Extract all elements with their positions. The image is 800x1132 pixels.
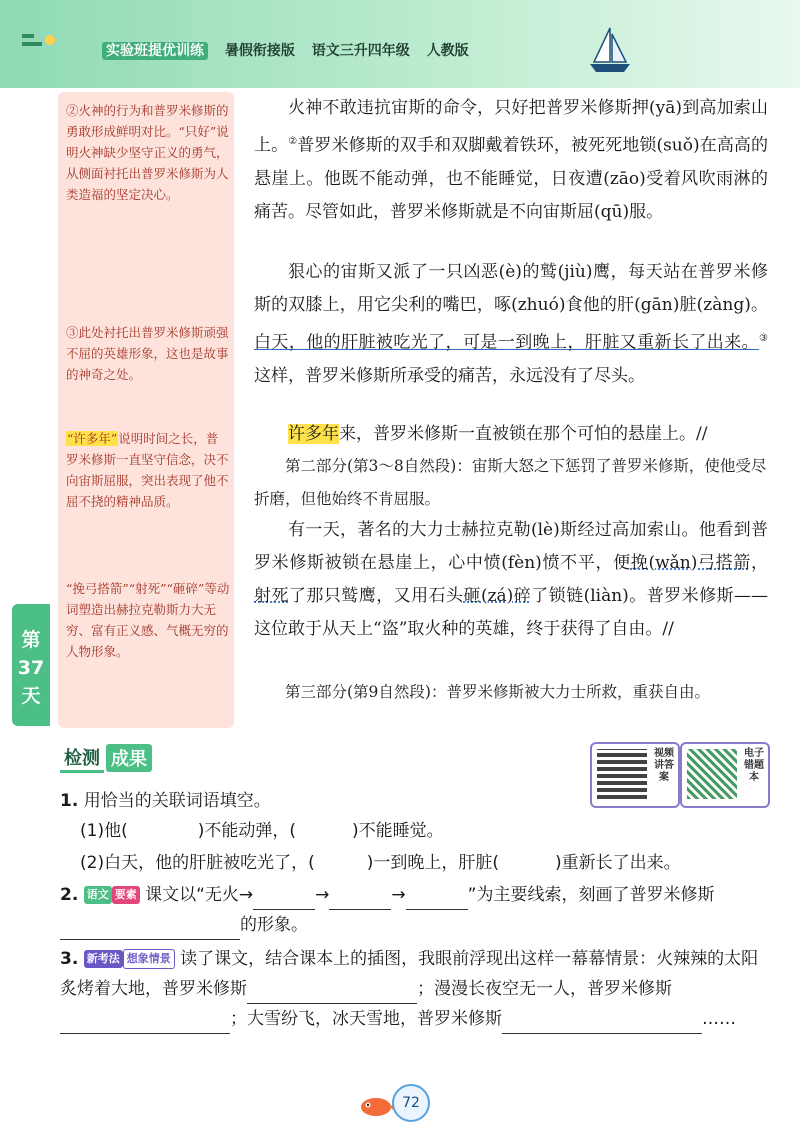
day-tab xyxy=(12,604,50,726)
question-1-1 xyxy=(80,816,780,846)
results-title-b: 成果 xyxy=(106,744,152,772)
side-note-highlight: “许多年” xyxy=(67,431,118,446)
answer-blank[interactable] xyxy=(406,889,468,910)
question-text: …… xyxy=(702,1009,736,1029)
badge-chinese: 语文 xyxy=(84,886,112,904)
badge-elements: 要素 xyxy=(112,886,140,904)
answer-blank[interactable] xyxy=(502,1013,702,1034)
arrow-icon: → xyxy=(315,885,330,905)
question-number: 3. xyxy=(60,949,79,969)
question-text: 用恰当的关联词语填空。 xyxy=(83,791,271,811)
sailboat-icon xyxy=(584,24,636,76)
page-header xyxy=(0,0,800,88)
side-note-4: “挽弓搭箭”“射死”“砸碎”等动词塑造出赫拉克勒斯力大无穷、富有正义感、气概无穷的人物形象。 xyxy=(66,581,230,659)
question-text: (1)他( xyxy=(80,821,128,841)
question-3 xyxy=(60,944,760,1034)
marked-verb: 挽(wǎn)弓搭箭 xyxy=(630,553,751,573)
highlighted-phrase: 许多年 xyxy=(288,424,339,444)
question-text: ；漫漫长夜空无一人，普罗米修斯 xyxy=(417,979,672,999)
page-number: 72 xyxy=(392,1084,430,1122)
passage-paragraph-3 xyxy=(254,418,768,451)
annotation-marker: ② xyxy=(288,136,298,147)
question-text: 的形象。 xyxy=(240,915,308,935)
question-1 xyxy=(60,786,760,816)
question-text: )不能睡觉。 xyxy=(351,821,444,841)
marked-verb: 射死 xyxy=(254,586,289,606)
grade-label: 语文三升四年级 xyxy=(311,43,410,59)
section-summary-3: 第三部分(第9自然段)：普罗米修斯被大力士所救，重获自由。 xyxy=(285,683,710,701)
side-note-3 xyxy=(66,428,230,512)
question-text: )重新长了出来。 xyxy=(554,853,681,873)
answer-blank[interactable] xyxy=(499,858,555,878)
question-text: 读了课文，结合课本上的插图，我眼前浮现出这样一幕幕情景：火辣辣的太阳炙烤着大地，普罗米修斯 xyxy=(60,949,759,999)
answer-blank[interactable] xyxy=(253,889,315,910)
passage-text: 了那只鹫鹰，又用石头 xyxy=(288,586,464,606)
question-text: )不能动弹，( xyxy=(197,821,296,841)
header-title xyxy=(102,40,481,60)
passage-text: ， xyxy=(750,553,768,573)
results-title-a: 检测 xyxy=(60,744,104,773)
results-section-title xyxy=(60,744,152,772)
side-note-2: ③此处衬托出普罗米修斯顽强不屈的英雄形象，这也是故事的神奇之处。 xyxy=(66,325,229,382)
edition-label: 暑假衔接版 xyxy=(224,43,295,59)
series-logo-icon xyxy=(22,30,102,60)
underlined-sentence: 白天，他的肝脏被吃光了，可是一到晚上，肝脏又重新长了出来。 xyxy=(254,332,760,353)
badge-imagine-scene: 想象情景 xyxy=(123,949,175,969)
qr-label: 电子错题本 xyxy=(744,748,764,783)
arrow-icon: → xyxy=(391,885,406,905)
answer-blank[interactable] xyxy=(128,826,198,846)
question-text: ；大雪纷飞，冰天雪地，普罗米修斯 xyxy=(230,1009,502,1029)
day-tab-number: 37 xyxy=(17,657,45,679)
passage-text: 这样，普罗米修斯所承受的痛苦，永远没有了尽头。 xyxy=(254,365,645,386)
passage-text: 了锁链(liàn)。普罗米修斯——这位敢于从天上“盗”取火种的英雄，终于获得了自由。// xyxy=(254,586,769,639)
day-tab-line3: 天 xyxy=(21,685,41,707)
answer-blank[interactable] xyxy=(60,1013,230,1034)
answer-blank[interactable] xyxy=(296,826,352,846)
question-1-2 xyxy=(80,848,780,878)
passage-text: 来，普罗米修斯一直被锁在那个可怕的悬崖上。// xyxy=(339,424,708,444)
question-number: 1. xyxy=(60,791,79,811)
question-text: (2)白天，他的肝脏被吃光了，( xyxy=(80,853,315,873)
passage-text: 狠心的宙斯又派了一只凶恶(è)的鹫(jiù)鹰，每天站在普罗米修斯的双膝上，用它尖利的嘴巴，啄(zhuó)食他的肝(gān)脏(zàng)。 xyxy=(254,262,768,315)
section-summary-2: 第二部分(第3～8自然段)：宙斯大怒之下惩罚了普罗米修斯，使他受尽折磨，但他始终不肯屈服。 xyxy=(254,457,767,508)
annotation-marker: ③ xyxy=(759,333,768,344)
answer-blank[interactable] xyxy=(60,919,240,940)
passage-paragraph-1 xyxy=(254,92,768,229)
qr-label: 视频讲答案 xyxy=(654,748,674,783)
passage-text: 火神不敢违抗宙斯的命令，只好把普罗米修斯押(yā)到高加索山上。 xyxy=(254,98,768,156)
question-text: )一到晚上，肝脏( xyxy=(366,853,499,873)
publisher-label: 人教版 xyxy=(426,43,469,59)
passage-text: 有一天，著名的大力士赫拉克勒(lè)斯经过高加索山。他看到普罗米修斯被锁在悬崖上，心中愤(fèn)愤不平，便 xyxy=(254,520,768,573)
passage-paragraph-2 xyxy=(254,256,768,393)
answer-blank[interactable] xyxy=(247,983,417,1004)
brand-label: 实验班提优训练 xyxy=(102,42,208,60)
day-tab-line1: 第 xyxy=(21,629,41,651)
answer-blank[interactable] xyxy=(329,889,391,910)
passage-paragraph-4 xyxy=(254,514,768,646)
question-2 xyxy=(60,880,760,940)
question-number: 2. xyxy=(60,885,79,905)
question-text: 课文以“无火→ xyxy=(145,885,254,905)
question-text: ”为主要线索，刻画了普罗米修斯 xyxy=(467,885,715,905)
badge-new-method: 新考法 xyxy=(84,950,123,968)
passage-text: 普罗米修斯的双手和双脚戴着铁环，被死死地锁(suǒ)在高高的悬崖上。他既不能动弹，也不能睡觉，日夜遭(zāo)受着风吹雨淋的痛苦。尽管如此，普罗米修斯就是不向宙斯屈(qū)服。 xyxy=(254,135,769,222)
side-note-1: ②火神的行为和普罗米修斯的勇敢形成鲜明对比。“只好”说明火神缺少坚守正义的勇气，从侧面衬托出普罗米修斯为人类造福的坚定决心。 xyxy=(66,103,229,202)
marked-verb: 砸(zá)碎 xyxy=(463,586,532,606)
side-note-3-text: 说明时间之长，普罗米修斯一直坚守信念，决不向宙斯屈服，突出表现了他不屈不挠的精神品质。 xyxy=(66,431,229,509)
answer-blank[interactable] xyxy=(315,858,367,878)
